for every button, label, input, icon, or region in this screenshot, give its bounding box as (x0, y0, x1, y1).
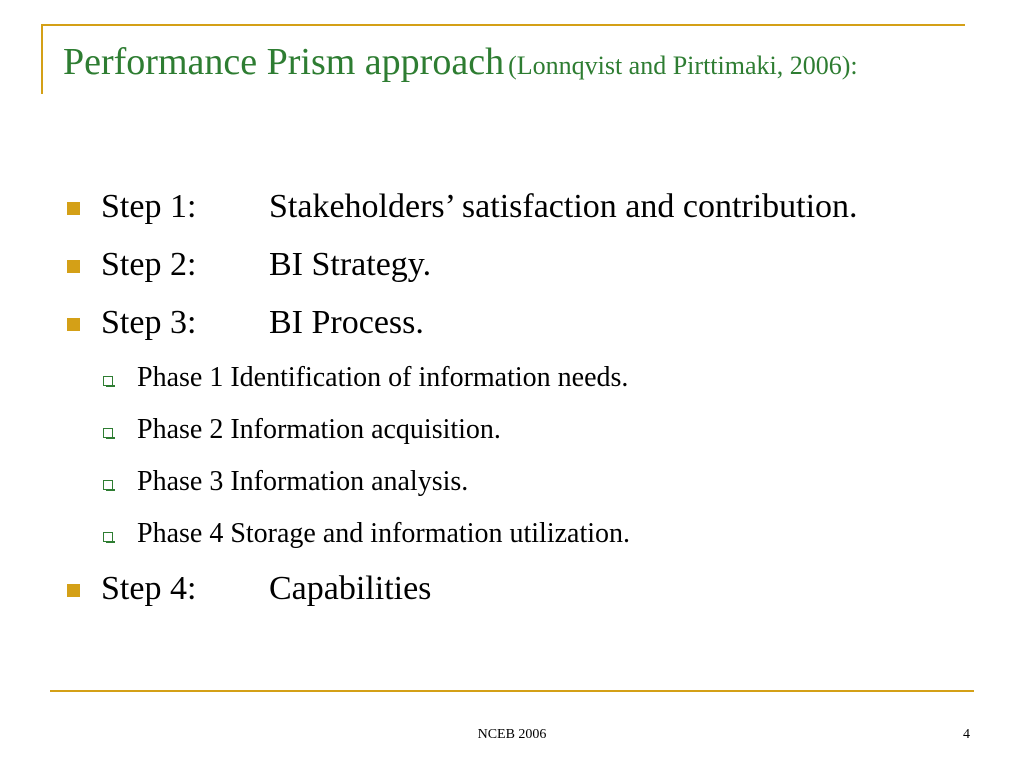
step-label: Step 3: (101, 304, 197, 341)
phase-3-item (63, 463, 963, 501)
title-main: Performance Prism approach (63, 41, 505, 83)
phase-2-item (63, 411, 963, 449)
step-4-item (63, 567, 963, 611)
frame-left-line (41, 24, 43, 94)
slide-title (63, 40, 943, 86)
title-citation: (Lonnqvist and Pirttimaki, 2006): (508, 51, 858, 80)
step-label: Step 1: (101, 188, 197, 225)
step-text: BI Process. (269, 304, 424, 341)
step-text: BI Strategy. (269, 246, 432, 283)
phase-text: Phase 1 Identification of information needs. (137, 362, 629, 393)
step-label: Step 4: (101, 570, 197, 607)
phase-text: Phase 3 Information analysis. (137, 466, 469, 497)
square-bullet-icon (67, 202, 80, 215)
step-text: Capabilities (269, 570, 432, 607)
phase-text: Phase 2 Information acquisition. (137, 414, 501, 445)
slide-body (63, 185, 963, 625)
step-text: Stakeholders’ satisfaction and contribution. (269, 188, 858, 225)
footer-rule (50, 690, 974, 692)
square-bullet-icon (67, 260, 80, 273)
step-3-item (63, 301, 963, 345)
step-1-item (63, 185, 963, 229)
phase-4-item (63, 515, 963, 553)
hollow-square-bullet-icon (103, 532, 113, 542)
step-2-item (63, 243, 963, 287)
hollow-square-bullet-icon (103, 428, 113, 438)
phase-1-item (63, 359, 963, 397)
step-label: Step 2: (101, 246, 197, 283)
frame-top-line (41, 24, 965, 26)
square-bullet-icon (67, 584, 80, 597)
square-bullet-icon (67, 318, 80, 331)
hollow-square-bullet-icon (103, 480, 113, 490)
phase-text: Phase 4 Storage and information utilization. (137, 518, 631, 549)
hollow-square-bullet-icon (103, 376, 113, 386)
page-number: 4 (963, 727, 970, 742)
footer-text: NCEB 2006 (477, 727, 547, 742)
